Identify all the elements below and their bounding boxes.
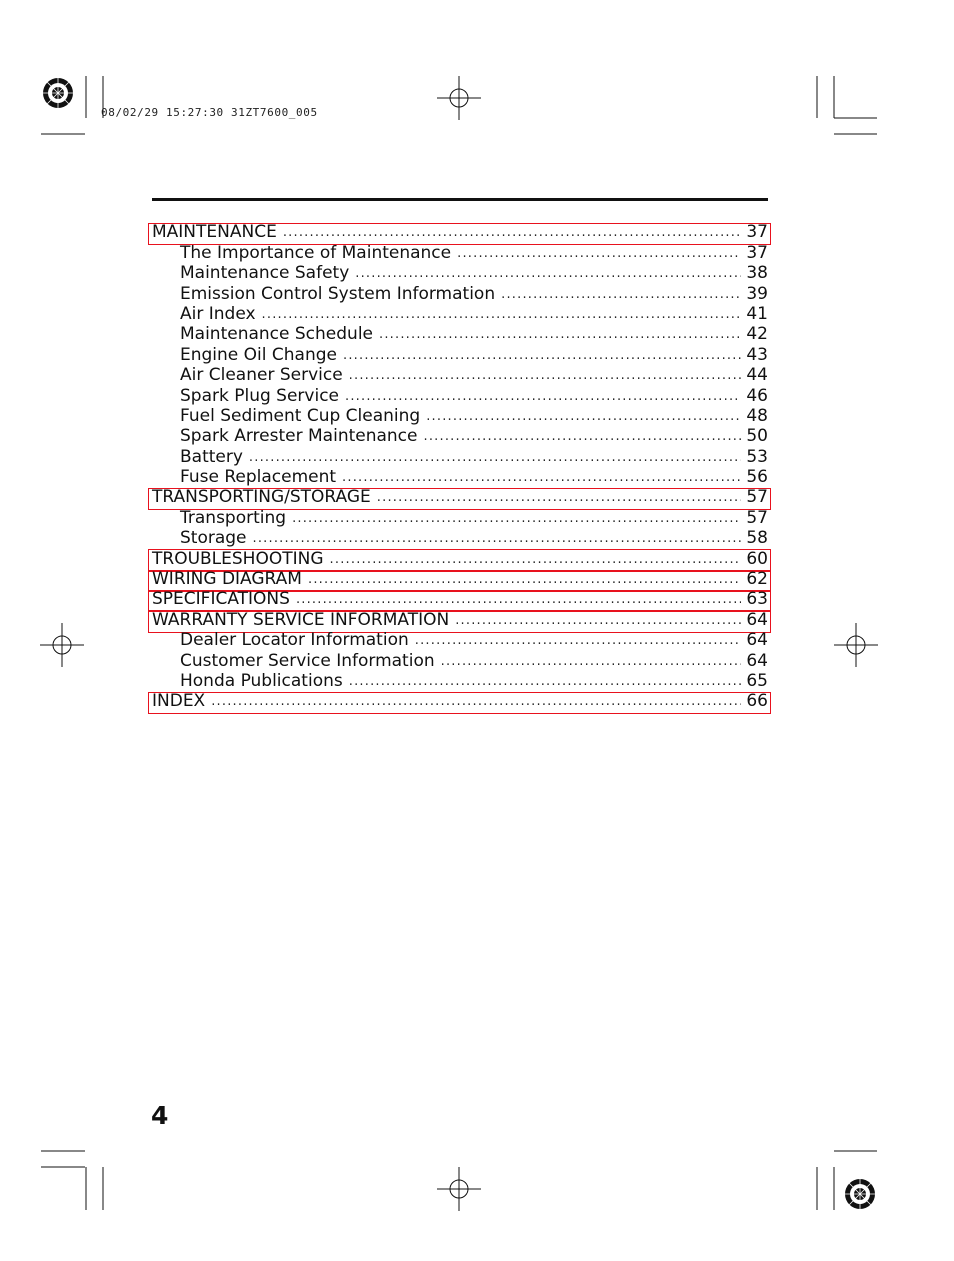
toc-entry-title: WIRING DIAGRAM <box>152 569 302 590</box>
toc-entry-page: 65 <box>746 670 768 691</box>
toc-dot-leader <box>262 304 742 324</box>
toc-entry-page: 57 <box>746 507 768 528</box>
toc-entry-title: WARRANTY SERVICE INFORMATION <box>152 609 450 630</box>
registration-target-top-left <box>43 78 73 108</box>
toc-section-entry[interactable] <box>152 487 768 507</box>
toc-dot-leader <box>424 426 742 446</box>
print-stamp: 08/02/29 15:27:30 31ZT7600_005 <box>101 106 318 119</box>
toc-section-entry[interactable] <box>152 589 768 609</box>
toc-subentry[interactable] <box>152 344 768 364</box>
toc-entry-page: 42 <box>746 324 768 345</box>
toc-dot-leader <box>349 671 742 691</box>
toc-dot-leader <box>330 549 742 569</box>
toc-dot-leader <box>455 610 741 630</box>
toc-entry-title: Air Index <box>180 303 256 324</box>
toc-entry-page: 58 <box>746 528 768 549</box>
toc-entry-page: 64 <box>746 650 768 671</box>
toc-subentry[interactable] <box>152 304 768 324</box>
page-number: 4 <box>151 1101 169 1130</box>
header-rule <box>152 198 768 201</box>
toc-entry-page: 37 <box>746 222 768 243</box>
toc-section-entry[interactable] <box>152 609 768 629</box>
toc-entry-page: 43 <box>746 344 768 365</box>
registration-crosshair-top-center <box>437 76 481 120</box>
toc-dot-leader <box>457 243 741 263</box>
toc-section-entry[interactable] <box>152 548 768 568</box>
toc-dot-leader <box>283 222 742 242</box>
toc-entry-title: Customer Service Information <box>180 650 435 671</box>
toc-section-entry[interactable] <box>152 569 768 589</box>
toc-entry-title: INDEX <box>152 691 206 712</box>
toc-entry-page: 39 <box>746 283 768 304</box>
toc-entry-page: 46 <box>746 385 768 406</box>
registration-target-bottom-right <box>845 1179 875 1209</box>
toc-entry-title: SPECIFICATIONS <box>152 589 290 610</box>
toc-subentry[interactable] <box>152 406 768 426</box>
toc-section-entry[interactable] <box>152 691 768 711</box>
toc-entry-page: 38 <box>746 263 768 284</box>
toc-entry-page: 44 <box>746 365 768 386</box>
toc-dot-leader <box>253 528 742 548</box>
toc-entry-title: Storage <box>180 528 247 549</box>
toc-dot-leader <box>292 508 741 528</box>
toc-entry-page: 60 <box>746 548 768 569</box>
toc-entry-title: Engine Oil Change <box>180 344 337 365</box>
toc-subentry[interactable] <box>152 446 768 466</box>
toc-subentry[interactable] <box>152 507 768 527</box>
toc-subentry[interactable] <box>152 528 768 548</box>
toc-entry-title: Maintenance Safety <box>180 263 350 284</box>
toc-entry-title: Maintenance Schedule <box>180 324 374 345</box>
toc-section-entry[interactable] <box>152 222 768 242</box>
toc-entry-title: The Importance of Maintenance <box>180 242 452 263</box>
crop-lines-top-right <box>817 76 877 134</box>
toc-entry-page: 48 <box>746 405 768 426</box>
toc-dot-leader <box>441 651 742 671</box>
toc-dot-leader <box>249 447 741 467</box>
toc-dot-leader <box>211 691 741 711</box>
toc-entry-title: Emission Control System Information <box>180 283 496 304</box>
toc-entry-page: 64 <box>746 630 768 651</box>
toc-dot-leader <box>379 324 741 344</box>
toc-entry-page: 63 <box>746 589 768 610</box>
toc-dot-leader <box>345 386 741 406</box>
toc-entry-title: Honda Publications <box>180 670 343 691</box>
toc-subentry[interactable] <box>152 242 768 262</box>
crop-lines-bottom-left <box>41 1151 103 1210</box>
toc-entry-page: 56 <box>746 467 768 488</box>
toc-subentry[interactable] <box>152 385 768 405</box>
toc-subentry[interactable] <box>152 671 768 691</box>
toc-entry-title: Fuel Sediment Cup Cleaning <box>180 405 421 426</box>
toc-entry-title: Spark Arrester Maintenance <box>180 426 418 447</box>
toc-subentry[interactable] <box>152 283 768 303</box>
toc-dot-leader <box>501 284 741 304</box>
toc-subentry[interactable] <box>152 467 768 487</box>
toc-dot-leader <box>296 589 741 609</box>
toc-dot-leader <box>308 569 741 589</box>
table-of-contents <box>152 222 768 711</box>
registration-crosshair-right <box>834 623 878 667</box>
toc-entry-page: 37 <box>746 242 768 263</box>
toc-dot-leader <box>343 345 741 365</box>
toc-entry-title: Dealer Locator Information <box>180 630 409 651</box>
toc-entry-page: 62 <box>746 569 768 590</box>
toc-entry-title: Fuse Replacement <box>180 467 337 488</box>
toc-entry-page: 66 <box>746 691 768 712</box>
toc-dot-leader <box>349 365 742 385</box>
toc-entry-title: Transporting <box>180 507 287 528</box>
toc-entry-page: 53 <box>746 446 768 467</box>
toc-entry-page: 57 <box>746 487 768 508</box>
toc-subentry[interactable] <box>152 630 768 650</box>
toc-subentry[interactable] <box>152 365 768 385</box>
toc-dot-leader <box>355 263 741 283</box>
toc-entry-title: MAINTENANCE <box>152 222 277 243</box>
toc-subentry[interactable] <box>152 650 768 670</box>
toc-entry-title: TRANSPORTING/STORAGE <box>152 487 371 508</box>
registration-crosshair-left <box>40 623 84 667</box>
toc-dot-leader <box>415 630 742 650</box>
toc-entry-title: Air Cleaner Service <box>180 365 343 386</box>
toc-entry-title: Spark Plug Service <box>180 385 340 406</box>
toc-entry-page: 50 <box>746 426 768 447</box>
registration-crosshair-bottom-center <box>437 1167 481 1211</box>
toc-dot-leader <box>426 406 741 426</box>
toc-subentry[interactable] <box>152 426 768 446</box>
toc-dot-leader <box>342 467 741 487</box>
toc-subentry[interactable] <box>152 324 768 344</box>
toc-entry-page: 41 <box>746 303 768 324</box>
toc-entry-page: 64 <box>746 609 768 630</box>
toc-entry-title: TROUBLESHOOTING <box>152 548 324 569</box>
toc-entry-title: Battery <box>180 446 243 467</box>
toc-dot-leader <box>377 487 742 507</box>
toc-subentry[interactable] <box>152 263 768 283</box>
